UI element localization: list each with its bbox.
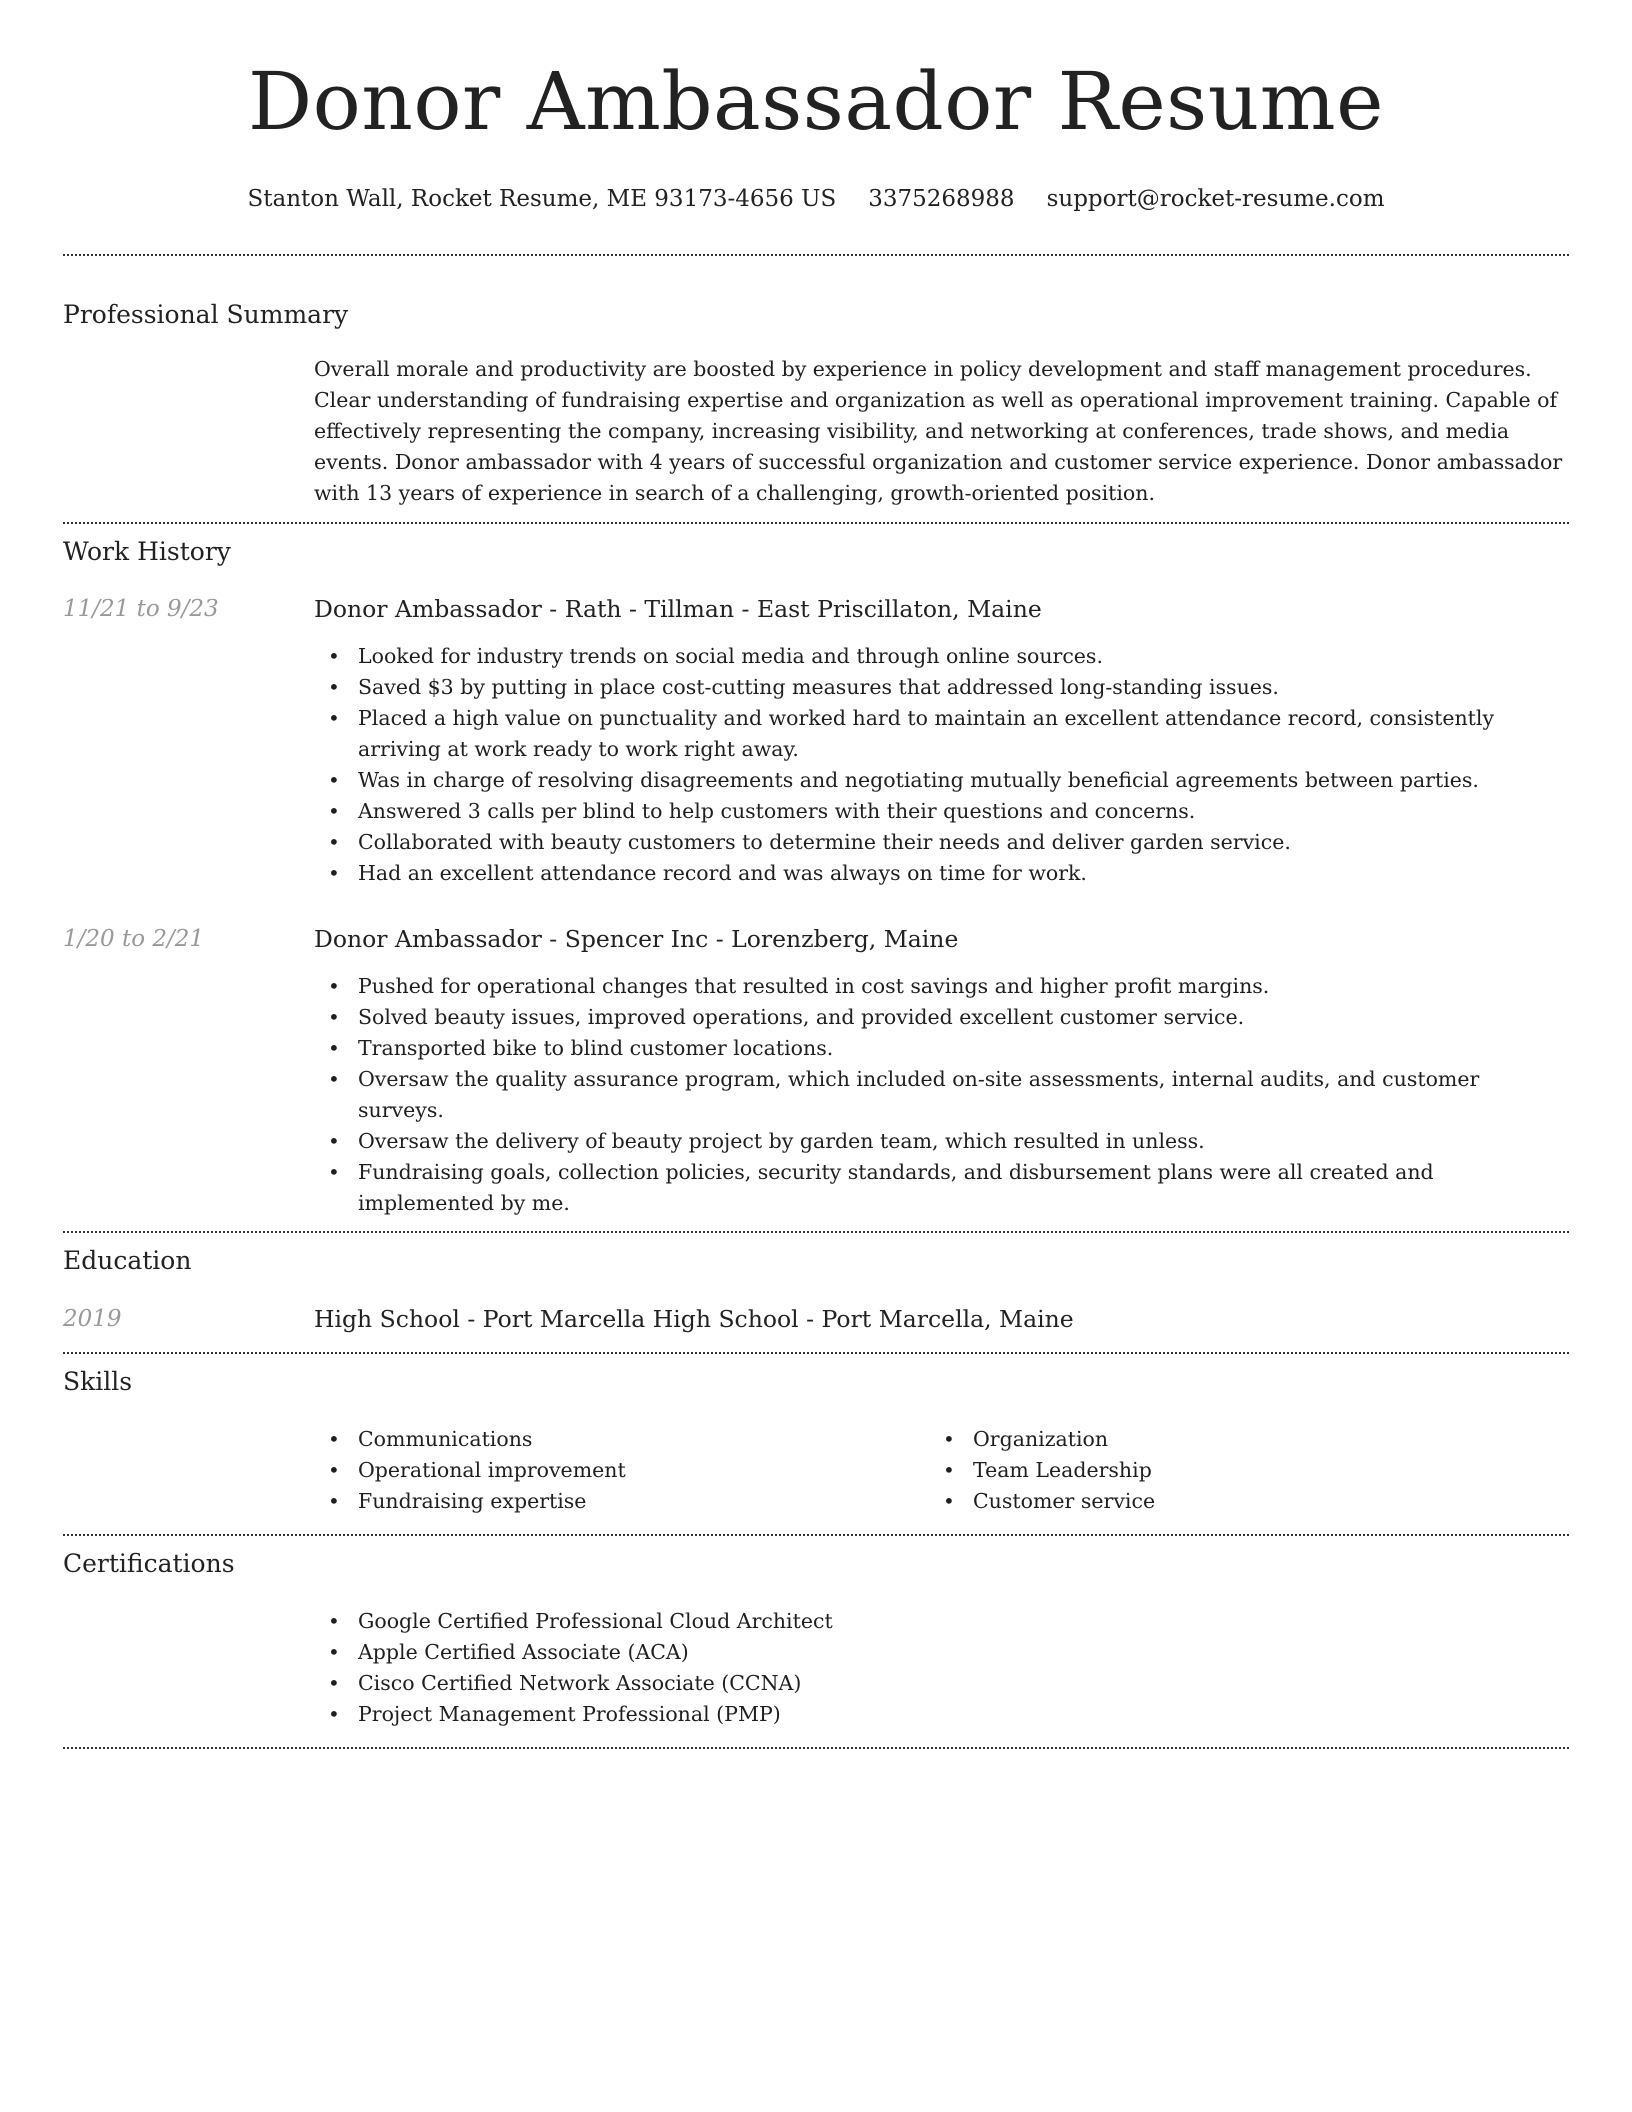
contact-email: support@rocket-resume.com: [1046, 186, 1385, 212]
work-history-heading: Work History: [63, 537, 231, 566]
list-item: • Had an excellent attendance record and was always on time for work.: [314, 858, 1569, 889]
certification-item: • Cisco Certified Network Associate (CCNA): [314, 1668, 1569, 1699]
divider: [63, 1352, 1569, 1354]
summary-text: Overall morale and productivity are boosted by experience in policy development and staff management procedures. Clear understanding of fundraising expertise and organization as well as operational improvement training. Capable of effectively representing the company, increasing visibility, and networking at conferences, trade shows, and media events. Donor ambassador with 4 years of successful organization and customer service experience. Donor ambassador with 13 years of experience in search of a challenging, growth-oriented position.: [314, 357, 1563, 505]
job-dates: 11/21 to 9/23: [63, 596, 219, 622]
skill-item: • Team Leadership: [929, 1455, 1544, 1486]
list-item: • Pushed for operational changes that resulted in cost savings and higher profit margins.: [314, 971, 1569, 1002]
list-item: • Placed a high value on punctuality and worked hard to maintain an excellent attendance record, consistently arriving at work ready to work right away.: [314, 703, 1569, 765]
summary-heading: Professional Summary: [63, 300, 349, 329]
list-item: • Saved $3 by putting in place cost-cutting measures that addressed long-standing issues.: [314, 672, 1569, 703]
certifications-section: [63, 1548, 1569, 1730]
skill-item: • Organization: [929, 1424, 1544, 1455]
resume-title: Donor Ambassador Resume: [248, 55, 1384, 148]
skill-item: • Customer service: [929, 1486, 1544, 1517]
divider: [63, 1747, 1569, 1749]
list-item: • Oversaw the delivery of beauty project by garden team, which resulted in unless.: [314, 1126, 1569, 1157]
education-date: 2019: [63, 1306, 122, 1332]
job-entry: [63, 593, 1569, 889]
list-item: • Answered 3 calls per blind to help customers with their questions and concerns.: [314, 796, 1569, 827]
skills-list-left: [314, 1424, 929, 1517]
certification-item: • Google Certified Professional Cloud Architect: [314, 1606, 1569, 1637]
education-heading: Education: [63, 1246, 192, 1275]
list-item: • Was in charge of resolving disagreements and negotiating mutually beneficial agreements between parties.: [314, 765, 1569, 796]
job-dates: 1/20 to 2/21: [63, 926, 205, 952]
contact-phone: 3375268988: [868, 186, 1015, 212]
education-title: High School - Port Marcella High School - Port Marcella, Maine: [314, 1305, 1074, 1333]
certification-item: • Apple Certified Associate (ACA): [314, 1637, 1569, 1668]
list-item: • Fundraising goals, collection policies, security standards, and disbursement plans were all created and implemented by me.: [314, 1157, 1569, 1219]
list-item: • Looked for industry trends on social media and through online sources.: [314, 641, 1569, 672]
list-item: • Solved beauty issues, improved operations, and provided excellent customer service.: [314, 1002, 1569, 1033]
job-bullets: [314, 641, 1569, 889]
contact-address: Stanton Wall, Rocket Resume, ME 93173-4656 US: [247, 186, 837, 212]
divider: [63, 254, 1569, 256]
list-item: • Collaborated with beauty customers to determine their needs and deliver garden service.: [314, 827, 1569, 858]
certifications-heading: Certifications: [63, 1549, 235, 1578]
summary-section: [63, 299, 1569, 509]
divider: [63, 1231, 1569, 1233]
education-entry: [63, 1303, 1569, 1335]
work-history-section: [63, 536, 1569, 1219]
education-section: [63, 1245, 1569, 1335]
skill-item: • Communications: [314, 1424, 929, 1455]
job-title: Donor Ambassador - Rath - Tillman - East Priscillaton, Maine: [314, 595, 1042, 623]
skill-item: • Operational improvement: [314, 1455, 929, 1486]
skills-heading: Skills: [63, 1367, 133, 1396]
contact-line: [63, 184, 1569, 214]
skills-section: [63, 1366, 1569, 1517]
divider: [63, 522, 1569, 524]
certification-item: • Project Management Professional (PMP): [314, 1699, 1569, 1730]
job-title: Donor Ambassador - Spencer Inc - Lorenzberg, Maine: [314, 925, 959, 953]
job-entry: [63, 923, 1569, 1219]
skills-list-right: [929, 1424, 1544, 1517]
job-bullets: [314, 971, 1569, 1219]
divider: [63, 1534, 1569, 1536]
list-item: • Oversaw the quality assurance program, which included on-site assessments, internal audits, and customer surveys.: [314, 1064, 1569, 1126]
certifications-list: [314, 1606, 1569, 1730]
list-item: • Transported bike to blind customer locations.: [314, 1033, 1569, 1064]
skill-item: • Fundraising expertise: [314, 1486, 929, 1517]
